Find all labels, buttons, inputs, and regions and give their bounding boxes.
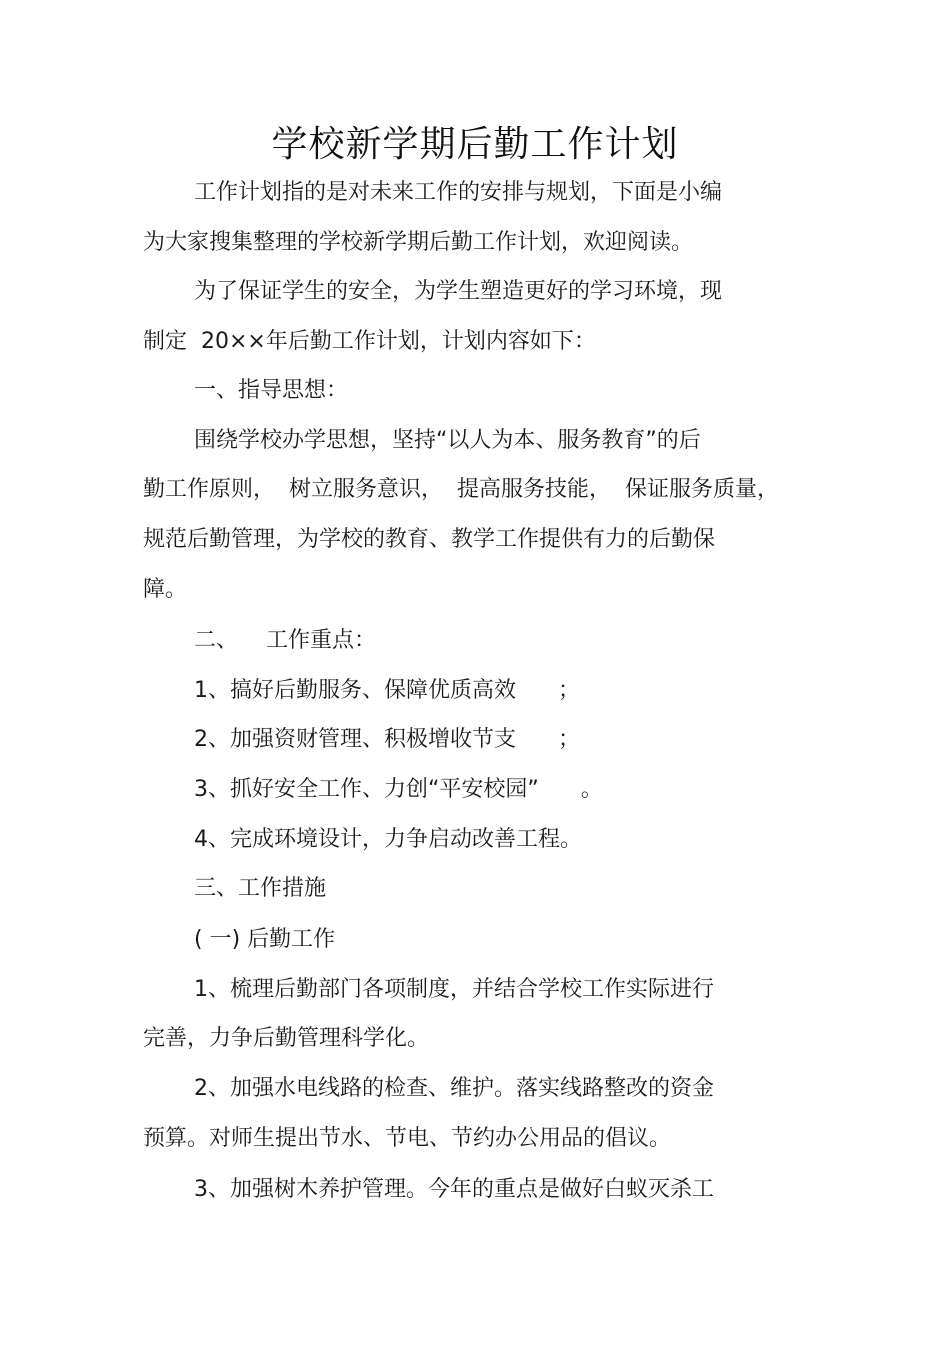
section-heading: 一、指导思想：: [194, 378, 349, 403]
list-item: 2、加强资财管理、积极增收节支 ；: [194, 727, 580, 752]
paragraph-line: 为大家搜集整理的学校新学期后勤工作计划，欢迎阅读。: [143, 230, 694, 255]
paragraph-line: 障。: [143, 577, 188, 602]
paragraph-line: 制定 20××年后勤工作计划，计划内容如下：: [143, 329, 596, 354]
paragraph-line: 围绕学校办学思想，坚持“以人为本、服务教育”的后: [194, 428, 701, 453]
paragraph-line: 工作计划指的是对未来工作的安排与规划，下面是小编: [194, 180, 723, 205]
list-item: 1、搞好后勤服务、保障优质高效 ；: [194, 678, 580, 703]
paragraph-line: 预算。对师生提出节水、节电、节约办公用品的倡议。: [143, 1126, 672, 1151]
paragraph-line: 勤工作原则， 树立服务意识， 提高服务技能， 保证服务质量，: [143, 477, 779, 502]
paragraph-line: 3、加强树木养护管理。今年的重点是做好白蚁灭杀工: [194, 1177, 714, 1202]
paragraph-line: 1、梳理后勤部门各项制度，并结合学校工作实际进行: [194, 977, 714, 1002]
section-heading: 三、工作措施: [194, 876, 327, 901]
page-title: 学校新学期后勤工作计划: [271, 124, 679, 165]
paragraph-line: 为了保证学生的安全，为学生塑造更好的学习环境，现: [194, 279, 723, 304]
paragraph-line: 完善，力争后勤管理科学化。: [143, 1026, 430, 1051]
paragraph-line: 2、加强水电线路的检查、维护。落实线路整改的资金: [194, 1076, 714, 1101]
subsection-heading: ( 一) 后勤工作: [194, 927, 336, 952]
list-item: 3、抓好安全工作、力创“平安校园” 。: [194, 777, 603, 802]
list-item: 4、完成环境设计，力争启动改善工程。: [194, 827, 582, 852]
section-heading: 二、 工作重点：: [194, 628, 376, 653]
paragraph-line: 规范后勤管理，为学校的教育、教学工作提供有力的后勤保: [143, 527, 716, 552]
